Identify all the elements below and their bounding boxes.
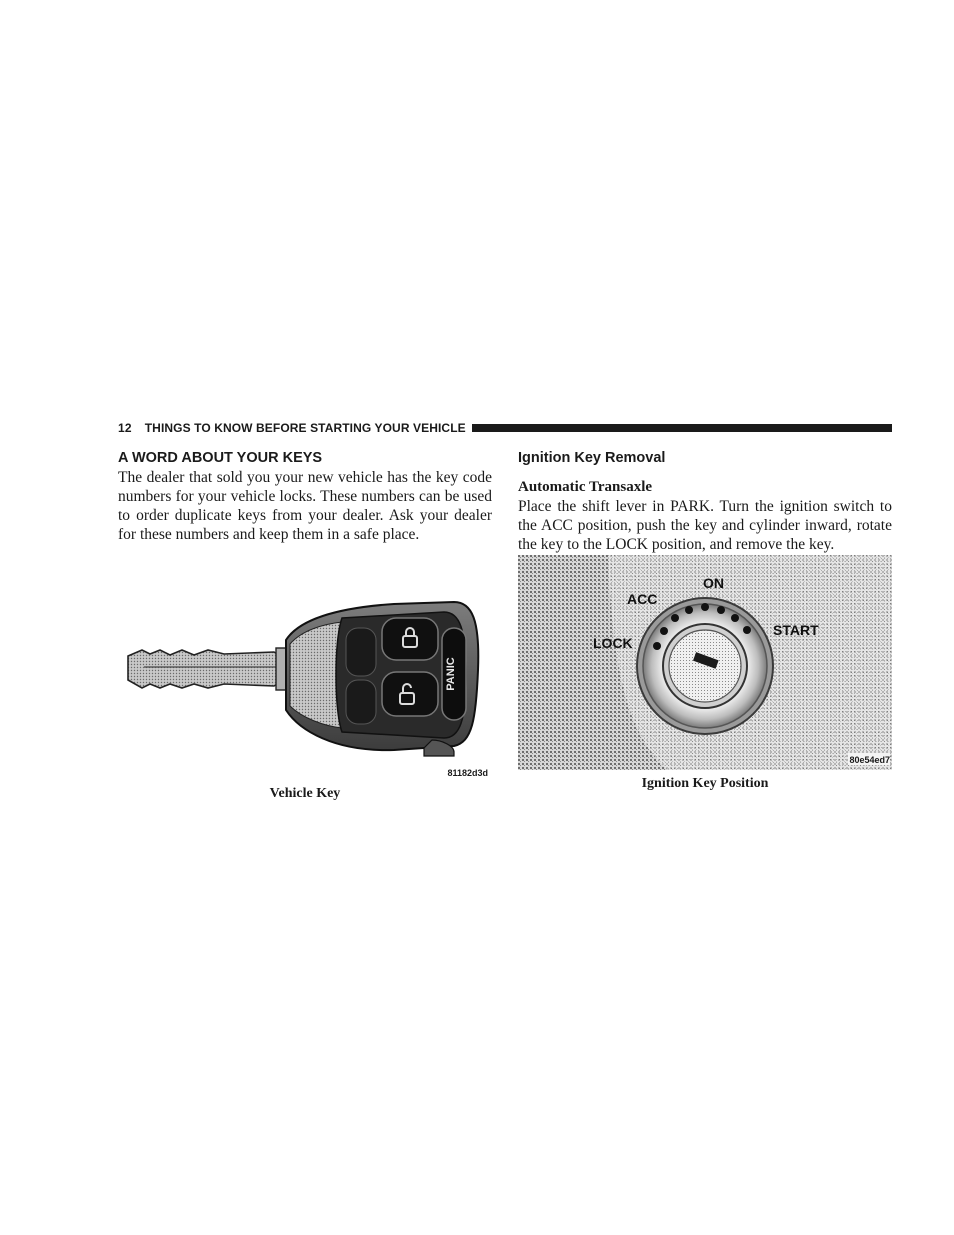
label-acc: ACC (627, 591, 658, 607)
figure-caption-vehicle-key: Vehicle Key (269, 786, 341, 801)
label-start: START (773, 622, 819, 638)
left-column (118, 448, 492, 544)
ignition-key-figure (518, 555, 892, 770)
vehicle-key-illustration (124, 600, 490, 780)
subheading-automatic-transaxle: Automatic Transaxle (518, 479, 653, 495)
page-header (118, 420, 892, 436)
section-heading-keys: A WORD ABOUT YOUR KEYS (118, 450, 323, 466)
chapter-title: THINGS TO KNOW BEFORE STARTING YOUR VEHICLE (144, 421, 466, 435)
ignition-switch-illustration (518, 555, 892, 770)
header-rule (472, 424, 892, 432)
keys-paragraph: The dealer that sold you your new vehicle has the key code numbers for your vehicle locks. These numbers can be used to order duplicate keys from your dealer. Ask your dealer for these numbers and keep them in a safe place. (118, 469, 492, 543)
figure-code: 80e54ed7 (849, 755, 890, 765)
key-blade (128, 650, 284, 688)
label-lock: LOCK (593, 635, 633, 651)
figure-code: 81182d3d (447, 768, 488, 778)
figure-caption-ignition-key-position: Ignition Key Position (641, 776, 769, 791)
panic-label: PANIC (445, 657, 457, 691)
right-column (518, 448, 892, 554)
vehicle-key-figure (124, 600, 490, 780)
section-heading-ignition: Ignition Key Removal (518, 450, 666, 466)
label-on: ON (703, 575, 724, 591)
ignition-paragraph: Place the shift lever in PARK. Turn the ignition switch to the ACC position, push the key and cylinder inward, rotate the key to the LOCK position, and remove the key. (518, 498, 892, 553)
page-number: 12 (118, 421, 132, 435)
lock-button (382, 618, 438, 660)
